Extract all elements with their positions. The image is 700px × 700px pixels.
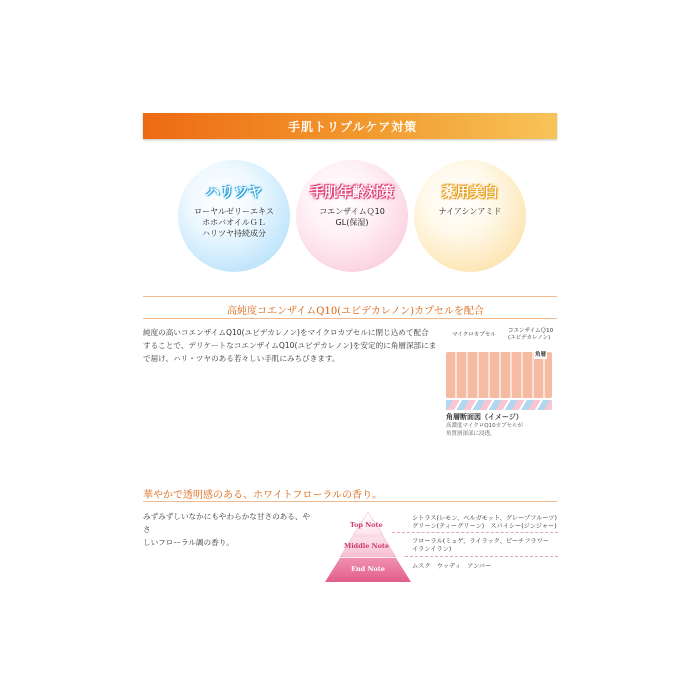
- top-note-text: シトラス(レモン、ベルガモット、グレープフルーツ) グリーン(ティーグリーン) スパイシー(ジンジャー): [412, 515, 557, 530]
- end-note-text: ムスク ウッディ アンバー: [412, 563, 492, 570]
- banner-title: 手肌トリプルケア対策: [288, 120, 418, 134]
- section2-title: 高純度コエンザイムQ10(ユビデカレノン)カプセルを配合: [227, 306, 484, 317]
- body-line: しいフローラル調の香り。: [143, 538, 234, 547]
- diagram-caption-body: 高濃度マイクロQ10カプセルが 角質層深部に浸透。: [446, 423, 524, 437]
- body-line: みずみずしいなかにもやわらかな甘さのある、やさ: [143, 512, 311, 534]
- section-banner: [143, 113, 557, 139]
- section3-body: [143, 510, 313, 549]
- feature-circle-anti-aging: [296, 160, 408, 272]
- section2-body: [143, 326, 443, 365]
- note-divider: [392, 532, 558, 533]
- middle-note-text: フローラル(ミュゲ、ライラック、ピーチフラワー イランイラン): [412, 538, 549, 553]
- section3-rule: [143, 501, 557, 502]
- body-line: 純度の高いコエンザイムQ10(ユビデカレノン)をマイクロカプセルに閉じ込めて配合: [143, 328, 429, 337]
- top-note-label: Top Note: [350, 521, 383, 529]
- feature-title: ハリツヤ: [206, 185, 262, 201]
- feature-body: ローヤルゼリーエキス ホホバオイルＧＬ ハリツヤ持続成分: [194, 207, 274, 238]
- body-line: で届け、ハリ・ツヤのある若々しい手肌にみちびきます。: [143, 354, 340, 363]
- section3-title: 華やかで透明感のある、ホワイトフローラルの香り。: [143, 490, 383, 501]
- end-note-label: End Note: [351, 565, 385, 573]
- label-stratum-corneum: 角層: [535, 352, 547, 358]
- feature-circle-hari-tsuya: [178, 160, 290, 272]
- feature-body: ナイアシンアミド: [438, 207, 502, 216]
- label-microcapsule: マイクロカプセル: [452, 332, 496, 338]
- dermis-wave-illustration: [446, 400, 552, 410]
- feature-title: 薬用美白: [442, 185, 498, 201]
- label-coq10: コエンザイムＱ10 (ユビデカレノン): [508, 328, 554, 341]
- feature-circle-whitening: [414, 160, 526, 272]
- body-line: することで、デリケートなコエンザイムQ10(ユビデカレノン)を安定的に角層深部にま: [143, 341, 437, 350]
- feature-body: コエンザイムＱ10 GL(保湿): [319, 207, 385, 227]
- note-divider: [405, 556, 558, 557]
- skin-cross-section-diagram: [446, 330, 558, 440]
- section2-bottom-rule: [143, 318, 557, 319]
- section2-top-rule: [143, 296, 557, 297]
- feature-title: 手肌年齢対策: [310, 185, 394, 201]
- diagram-caption-title: 角層断面図（イメージ）: [446, 413, 523, 421]
- middle-note-label: Middle Note: [344, 542, 390, 550]
